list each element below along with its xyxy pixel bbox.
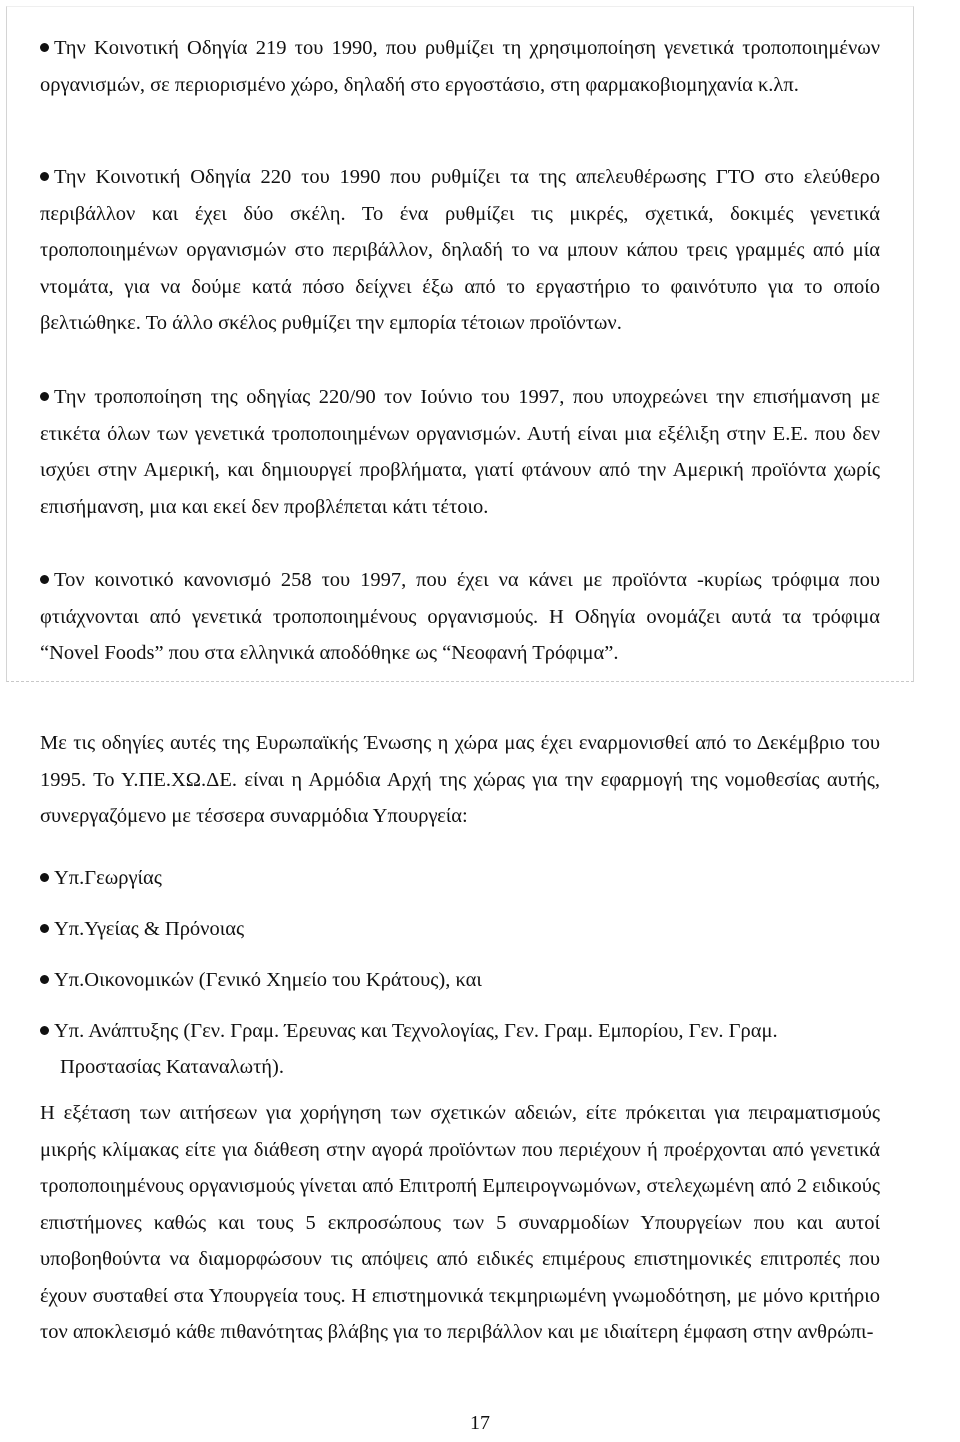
ministry-item: Υπ.Υγείας & Πρόνοιας [40, 911, 900, 947]
ministry-item: Υπ.Γεωργίας [40, 860, 900, 896]
bullet-paragraph-directive-219: Την Κοινοτική Οδηγία 219 του 1990, που ρυθμίζει τη χρησιμοποίηση γενετικά τροποποιημένων οργανισμών, σε περιορισμένο χώρο, δηλαδή στο εργοστάσιο, στη φαρμακοβιομηχανία κ.λπ. [40, 37, 880, 96]
bullet-icon [40, 43, 49, 52]
bullet-icon [40, 392, 49, 401]
ministry-item-continuation: Προστασίας Καταναλωτή). [60, 1056, 284, 1078]
intro-paragraph: Με τις οδηγίες αυτές της Ευρωπαϊκής Ένωσης η χώρα μας έχει εναρμονισθεί από το Δεκέμβριο του 1995. Το Υ.ΠΕ.ΧΩ.ΔΕ. είναι η Αρμόδια Αρχή της χώρας για την εφαρμογή της νομοθεσίας αυτής, συνεργαζόμενο με τέσσερα συναρμόδια Υπουργεία: [40, 732, 880, 827]
page-number: 17 [470, 1412, 490, 1434]
bullet-icon [40, 873, 49, 882]
closing-paragraph: Η εξέταση των αιτήσεων για χορήγηση των σχετικών αδειών, είτε πρόκειται για πειραματισμούς μικρής κλίμακας είτε για διάθεση στην αγορά προϊόντων που περιέχουν ή προέρχονται από γενετικά τροποποιημένους οργανισμούς γίνεται από Επιτροπή Εμπειρογνωμόνων, στελεχωμένη από 2 ειδικούς επιστήμονες καθώς και τους 5 εκπροσώπους των 5 συναρμοδίων Υπουργείων που και αυτοί υποβοηθούντα να διαμορφώσουν τις απόψεις από ειδικές επιμέρους επιστημονικές επιτροπές που έχουν συσταθεί στα Υπουργεία τους. Η επιστημονικά τεκμηριωμένη γνωμοδότηση, με μόνο κριτήριο τον αποκλεισμό κάθε πιθανότητας βλάβης για το περιβάλλον και με ιδιαίτερη έμφαση στην ανθρώπι- [40, 1102, 880, 1343]
bullet-paragraph-regulation-258: Τον κοινοτικό κανονισμό 258 του 1997, που έχει να κάνει με προϊόντα -κυρίως τρόφιμα που φτιάχνονται από γενετικά τροποποιημένους οργανισμούς. Η Οδηγία ονομάζει αυτά τα τρόφιμα “Novel Foods” που στα ελληνικά αποδόθηκε ως “Νεοφανή Τρόφιμα”. [40, 569, 880, 664]
bullet-icon [40, 1026, 49, 1035]
bullet-icon [40, 575, 49, 584]
bullet-paragraph-amendment: Την τροποποίηση της οδηγίας 220/90 τον Ιούνιο του 1997, που υποχρεώνει την επισήμανση με ετικέτα όλων των γενετικά τροποποιημένων οργανισμών. Αυτή είναι μια εξέλιξη στην Ε.Ε. που δεν ισχύει στην Αμερική, και δημιουργεί προβλήματα, γιατί φτάνουν από την Αμερική προϊόντα χωρίς επισήμανση, μια και εκεί δεν προβλέπεται κάτι τέτοιο. [40, 386, 880, 518]
ministry-item: Υπ.Οικονομικών (Γενικό Χημείο του Κράτους), και [40, 962, 900, 998]
bullet-icon [40, 924, 49, 933]
bullet-paragraph-directive-220: Την Κοινοτική Οδηγία 220 του 1990 που ρυθμίζει τα της απελευθέρωσης ΓΤΟ στο ελεύθερο περιβάλλον και έχει δύο σκέλη. Το ένα ρυθμίζει τις μικρές, σχετικά, δοκιμές γενετικά τροποποιημένων οργανισμών στο περιβάλλον, δηλαδή το να μπουν κάπου τρεις γραμμές από μία ντομάτα, για να δούμε κατά πόσο δείχνει έξω από το εργαστήριο το φαινότυπο για το οποίο βελτιώθηκε. Το άλλο σκέλος ρυθμίζει την εμπορία τέτοιων προϊόντων. [40, 166, 880, 334]
bullet-icon [40, 172, 49, 181]
bullet-icon [40, 975, 49, 984]
ministry-item: Υπ. Ανάπτυξης (Γεν. Γραμ. Έρευνας και Τεχνολογίας, Γεν. Γραμ. Εμπορίου, Γεν. Γραμ. Προστασίας Καταναλωτή). [40, 1013, 900, 1085]
